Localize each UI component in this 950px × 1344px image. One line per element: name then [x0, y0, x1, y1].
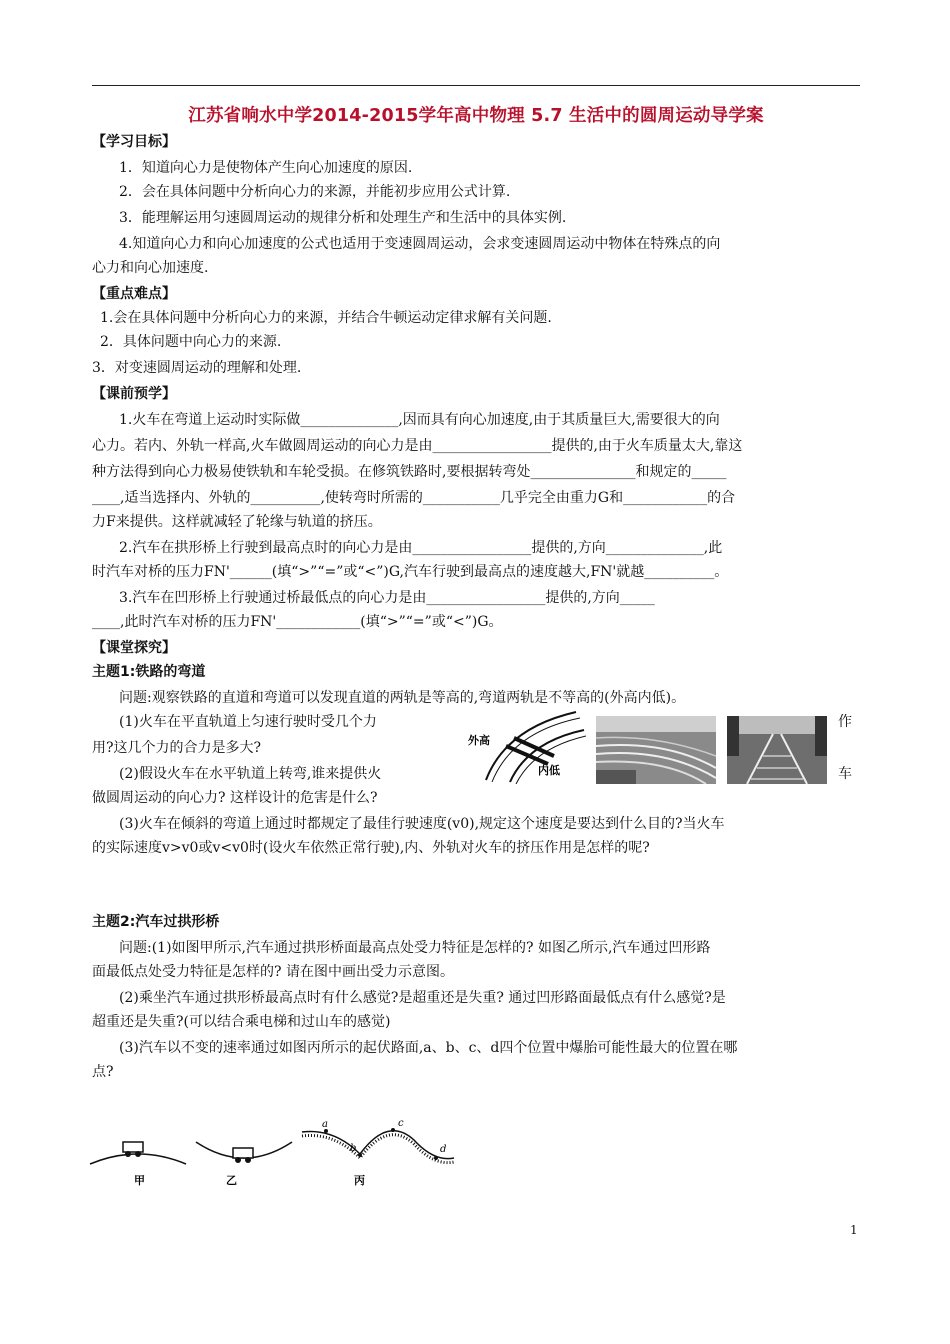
point-a: a [322, 1119, 328, 1130]
objective-3: 3．能理解运用匀速圆周运动的规律分析和处理生产和生活中的具体实例. [119, 210, 567, 226]
objective-1: 1．知道向心力是使物体产生向心加速度的原因. [119, 160, 413, 176]
straight-rail-photo [727, 716, 827, 784]
bridge-figures [88, 1118, 472, 1192]
arch-bridge-figure [90, 1142, 186, 1187]
objectives-heading: 【学习目标】 [92, 134, 176, 150]
topic2-q1: 问题:(1)如图甲所示,汽车通过拱形桥面最高点处受力特征是怎样的? 如图乙所示,汽车通过凹形路 [119, 940, 711, 956]
figure-label-yi: 乙 [226, 1174, 237, 1187]
inner-label: 内低 [538, 764, 560, 777]
topic1-q1-tail: 作 [838, 714, 852, 730]
objective-4-cont: 心力和向心加速度. [92, 260, 209, 276]
page-number: 1 [850, 1223, 858, 1237]
topic1-q2-tail: 车 [838, 766, 852, 782]
preview-line-9: ____,此时汽车对桥的压力FN'____________(填“>”“=”或“<”)G。 [92, 614, 503, 630]
rail-tilt-diagram [466, 708, 586, 784]
figure-label-jia: 甲 [134, 1174, 145, 1187]
topic1-q2: (2)假设火车在水平轨道上转弯,谁来提供火 [119, 766, 382, 782]
preview-line-6: 2.汽车在拱形桥上行驶到最高点时的向心力是由_________________提供的,方向______________,此 [119, 540, 723, 556]
preview-line-7: 时汽车对桥的压力FN'______(填“>”“=”或“<”)G,汽车行驶到最高点的速度越大,FN'就越__________。 [92, 564, 729, 580]
figure-label-bing: 丙 [354, 1174, 365, 1187]
point-c: c [398, 1118, 404, 1129]
page-title: 江苏省响水中学2014-2015学年高中物理 5.7 生活中的圆周运动导学案 [188, 106, 764, 126]
key-point-1: 1.会在具体问题中分析向心力的来源，并结合牛顿运动定律求解有关问题. [100, 310, 552, 326]
topic2-q3: (3)汽车以不变的速率通过如图丙所示的起伏路面,a、b、c、d四个位置中爆胎可能性最大的位置在哪 [119, 1040, 738, 1056]
preview-line-3: 种方法得到向心力极易使铁轨和车轮受损。在修筑铁路时,要根据转弯处_______________和规定的_____ [92, 464, 727, 480]
topic1-q1: (1)火车在平直轨道上匀速行驶时受几个力 [119, 714, 377, 730]
undulating-road-figure [302, 1118, 454, 1187]
header-rule [92, 85, 860, 86]
preview-line-2: 心力。若内、外轨一样高,火车做圆周运动的向心力是由_________________提供的,由于火车质量太大,靠这 [92, 438, 743, 454]
topic2-heading: 主题2:汽车过拱形桥 [92, 914, 220, 930]
point-d: d [440, 1144, 447, 1155]
key-point-2: 2．具体问题中向心力的来源. [100, 334, 282, 350]
point-b: b [350, 1143, 357, 1154]
objective-2: 2．会在具体问题中分析向心力的来源，并能初步应用公式计算. [119, 184, 511, 200]
outer-label: 外高 [468, 734, 490, 747]
topic2-q2-cont: 超重还是失重?(可以结合乘电梯和过山车的感觉) [92, 1014, 391, 1030]
key-point-3: 3．对变速圆周运动的理解和处理. [92, 360, 302, 376]
preview-line-5: 力F来提供。这样就减轻了轮缘与轨道的挤压。 [92, 514, 382, 530]
topic2-q2: (2)乘坐汽车通过拱形桥最高点时有什么感觉?是超重还是失重? 通过凹形路面最低点有什么感觉?是 [119, 990, 726, 1006]
explore-heading: 【课堂探究】 [92, 640, 176, 656]
preview-line-1: 1.火车在弯道上运动时实际做______________,因而具有向心加速度,由于其质量巨大,需要很大的向 [119, 412, 720, 428]
topic2-q1-cont: 面最低点处受力特征是怎样的? 请在图中画出受力示意图。 [92, 964, 454, 980]
topic1-q3: (3)火车在倾斜的弯道上通过时都规定了最佳行驶速度(v0),规定这个速度是要达到什么目的?当火车 [119, 816, 725, 832]
key-heading: 【重点难点】 [92, 286, 176, 302]
topic1-q1-cont: 用?这几个力的合力是多大? [92, 740, 262, 756]
topic1-question: 问题:观察铁路的直道和弯道可以发现直道的两轨是等高的,弯道两轨是不等高的(外高内低)。 [119, 690, 686, 706]
preview-line-8: 3.汽车在凹形桥上行驶通过桥最低点的向心力是由_________________提供的,方向_____ [119, 590, 655, 606]
topic1-q2-cont: 做圆周运动的向心力? 这样设计的危害是什么? [92, 790, 378, 806]
objective-4: 4.知道向心力和向心加速度的公式也适用于变速圆周运动，会求变速圆周运动中物体在特殊点的向 [119, 236, 721, 252]
topic1-q3-cont: 的实际速度v>v0或v<v0时(设火车依然正常行驶),内、外轨对火车的挤压作用是怎样的呢? [92, 840, 650, 856]
curved-rail-photo [596, 716, 716, 784]
concave-road-figure [196, 1142, 292, 1187]
topic1-heading: 主题1:铁路的弯道 [92, 664, 206, 680]
preview-heading: 【课前预学】 [92, 386, 176, 402]
preview-line-4: ____,适当选择内、外轨的__________,使转弯时所需的___________几乎完全由重力G和____________的合 [92, 490, 736, 506]
topic2-q3-cont: 点? [92, 1064, 114, 1080]
